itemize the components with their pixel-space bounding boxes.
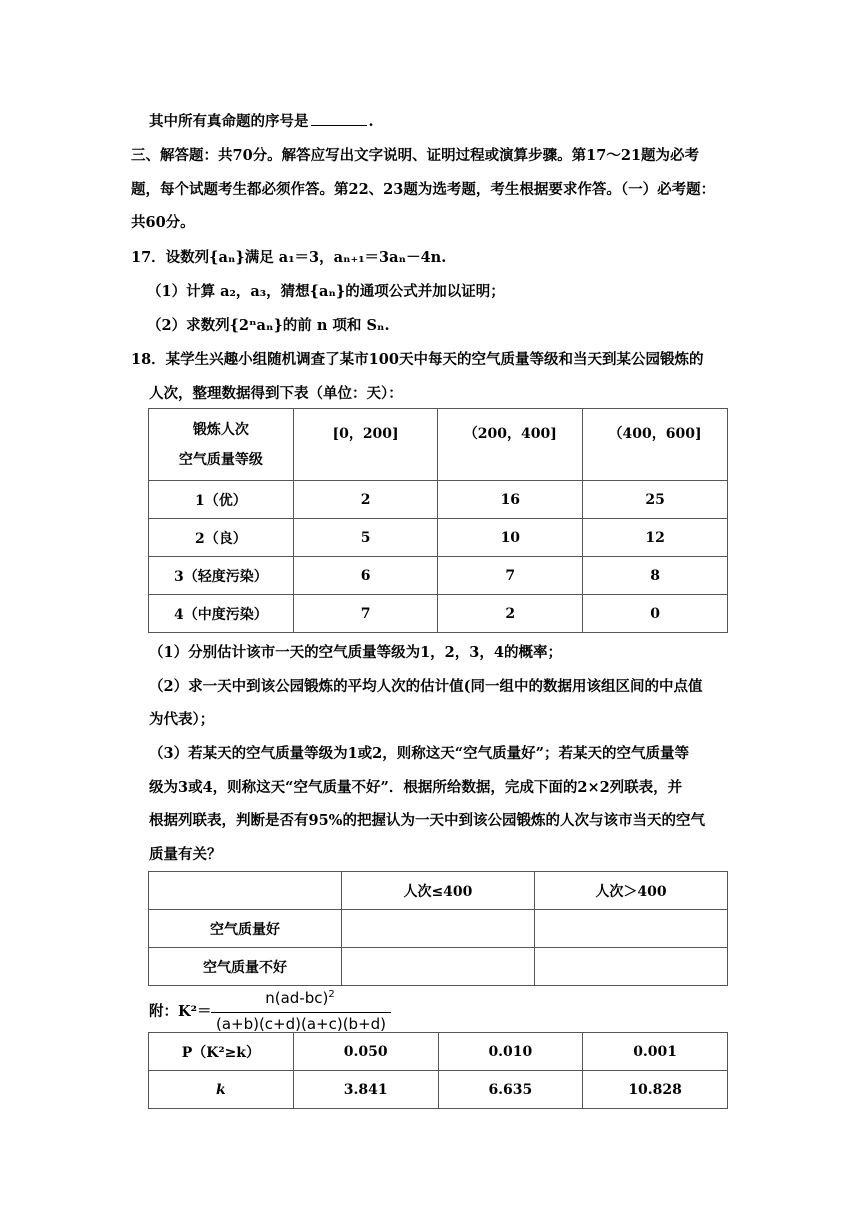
table-cell: 25 [583,481,728,519]
row-label [149,1071,294,1109]
formula-numerator [211,989,389,1007]
table-row [149,481,728,519]
q18-part2-line2: 为代表）； [149,711,215,728]
section3-line2: 题，每个试题考生都必须作答。第22、23题为选考题，考生根据要求作答。（一）必考题： [131,181,716,198]
q18-part3-line4: 质量有关？ [149,846,222,863]
appendix-label: 附：K²＝ [149,1003,212,1020]
table-row [149,1071,728,1109]
empty-corner-cell [149,872,342,910]
table-cell: 5 [293,519,438,557]
table-cell: 3.841 [293,1071,438,1109]
table-cell: 2 [438,595,583,633]
empty-cell [534,948,727,986]
table-row [149,595,728,633]
row-label: 4（中度污染） [149,595,294,633]
table-cell: 10 [438,519,583,557]
table-cell: 2 [293,481,438,519]
q18-part3-line1: （3）若某天的空气质量等级为1或2，则称这天“空气质量好”；若某天的空气质量等 [149,745,689,762]
section3-line1: 三、解答题：共70分。解答应写出文字说明、证明过程或演算步骤。第17～21题为必考 [131,147,700,164]
fraction-bar [211,1012,391,1013]
air-quality-table [148,408,728,633]
header-top-label: 锻炼人次 [192,421,249,438]
table-cell: 16 [438,481,583,519]
table-cell: 12 [583,519,728,557]
row-label: 空气质量好 [149,910,342,948]
intro-suffix: . [368,113,374,130]
row-label: 1（优） [149,481,294,519]
table-row [149,910,728,948]
q18-part3-line2: 级为3或4，则称这天“空气质量不好”．根据所给数据，完成下面的2×2列联表，并 [149,779,683,796]
col-header-le-400: 人次≤400 [341,872,534,910]
table-row [149,519,728,557]
q18-stem-line2: 人次，整理数据得到下表（单位：天）： [149,385,403,402]
q18-part3-line3: 根据列联表，判断是否有95%的把握认为一天中到该公园锻炼的人次与该市当天的空气 [149,812,705,829]
table-cell: 0.001 [583,1033,728,1071]
table-cell: 6.635 [438,1071,583,1109]
table-cell: 0.010 [438,1033,583,1071]
row-label: P（K²≥k） [149,1033,294,1071]
q18-stem-line1: 18．某学生兴趣小组随机调查了某市100天中每天的空气质量等级和当天到某公园锻炼的 [131,351,704,368]
table-cell: 6 [293,557,438,595]
col-header-0-200: [0，200] [293,409,438,481]
table-cell: 0 [583,595,728,633]
empty-cell [341,948,534,986]
critical-value-table [148,1032,728,1109]
section3-line3: 共60分。 [131,214,195,231]
table-row [149,948,728,986]
table-row [149,1033,728,1071]
intro-text: 其中所有真命题的序号是 [149,113,309,130]
header-bottom-label: 空气质量等级 [178,451,263,468]
answer-blank [311,111,367,126]
table-cell: 8 [583,557,728,595]
header-corner-cell [149,409,294,481]
table-cell: 7 [438,557,583,595]
table-cell: 7 [293,595,438,633]
q18-part2-line1: （2）求一天中到该公园锻炼的平均人次的估计值(同一组中的数据用该组区间的中点值 [149,678,703,695]
row-label: 空气质量不好 [149,948,342,986]
row-label: 3（轻度污染） [149,557,294,595]
formula-denominator: (a+b)(c+d)(a+c)(b+d) [215,1015,387,1033]
q18-part1: （1）分别估计该市一天的空气质量等级为1，2，3，4的概率； [149,644,562,661]
numerator-exponent: 2 [328,989,335,1000]
table-cell: 0.050 [293,1033,438,1071]
empty-cell [341,910,534,948]
numerator-text: n(ad-bc) [265,989,329,1007]
q17-part2: （2）求数列{2ⁿaₙ}的前 n 项和 Sₙ. [147,317,390,334]
contingency-table [148,871,728,986]
col-header-400-600: （400，600] [583,409,728,481]
q17-stem: 17．设数列{aₙ}满足 a₁＝3，aₙ₊₁＝3aₙ－4n. [131,249,447,266]
col-header-200-400: （200，400] [438,409,583,481]
intro-line [149,111,374,132]
k-label: k [216,1081,226,1098]
row-label: 2（良） [149,519,294,557]
empty-cell [534,910,727,948]
table-row [149,557,728,595]
col-header-gt-400: 人次＞400 [534,872,727,910]
table-cell: 10.828 [583,1071,728,1109]
q17-part1: （1）计算 a₂，a₃，猜想{aₙ}的通项公式并加以证明； [147,283,505,300]
